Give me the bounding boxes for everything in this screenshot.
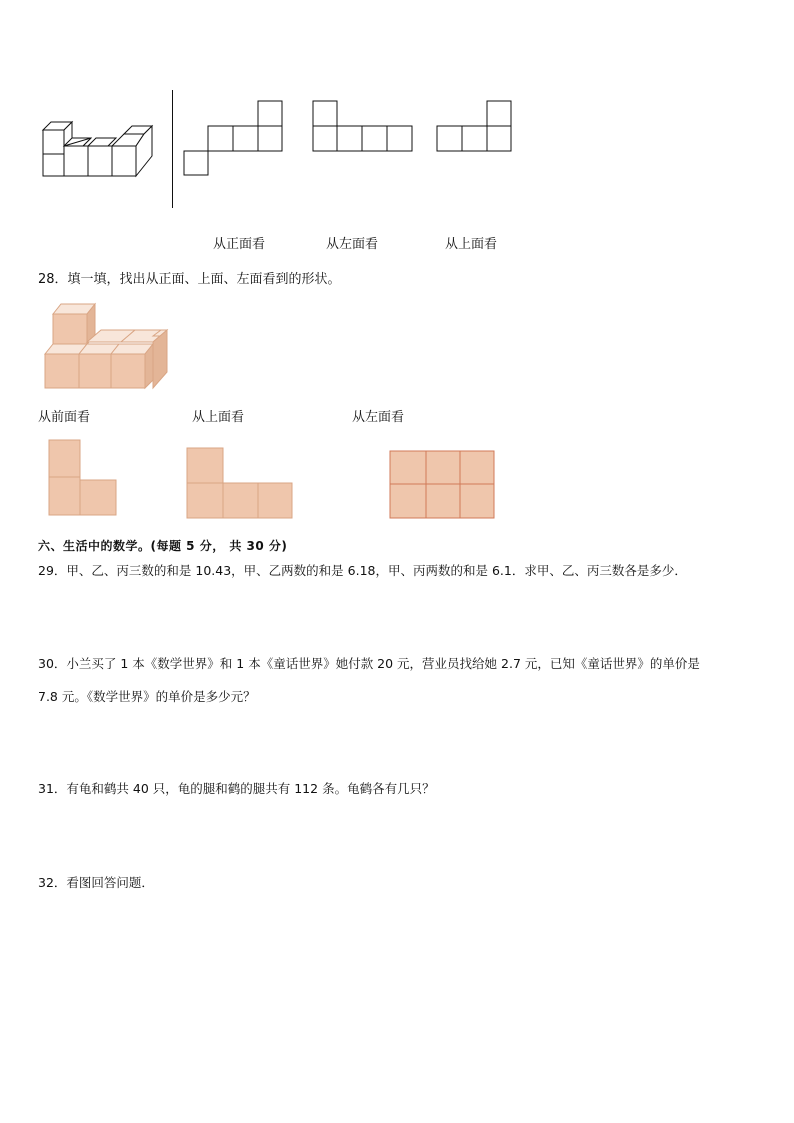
label-top-view-28: 从上面看 xyxy=(192,410,245,425)
top-view-colored xyxy=(187,447,297,527)
question-31: 31．有龟和鹤共 40 只，龟的腿和鹤的腿共有 112 条。龟鹤各有几只？ xyxy=(38,781,435,796)
question-29: 29．甲、乙、丙三数的和是 10.43，甲、乙两数的和是 6.18，甲、丙两数的和是 6.1．求甲、乙、丙三数各是多少． xyxy=(38,563,687,578)
front-view-line-grid xyxy=(183,100,293,180)
question-32: 32．看图回答问题． xyxy=(38,875,154,890)
label-top-view: 从上面看 xyxy=(445,237,498,252)
front-view-colored xyxy=(48,440,128,520)
left-view-line-grid xyxy=(313,100,423,160)
question-28: 28．填一填，找出从正面、上面、左面看到的形状。 xyxy=(38,272,341,287)
section-6-title: 六、生活中的数学。(每题 5 分， 共 30 分) xyxy=(38,539,288,553)
question-30-line-2: 7.8 元。《数学世界》的单价是多少元？ xyxy=(38,689,256,704)
label-front-view-28: 从前面看 xyxy=(38,410,91,425)
cube-stack-line-figure xyxy=(40,122,160,182)
vertical-divider xyxy=(172,90,173,208)
left-view-colored xyxy=(390,450,500,522)
label-left-view: 从左面看 xyxy=(326,237,379,252)
question-30-line-1: 30．小兰买了 1 本《数学世界》和 1 本《童话世界》她付款 20 元，营业员找给她 2.7 元，已知《童话世界》的单价是 xyxy=(38,656,700,671)
top-view-line-grid xyxy=(437,100,527,160)
label-left-view-28: 从左面看 xyxy=(352,410,405,425)
label-front-view: 从正面看 xyxy=(213,237,266,252)
colored-cube-stack xyxy=(43,302,178,392)
